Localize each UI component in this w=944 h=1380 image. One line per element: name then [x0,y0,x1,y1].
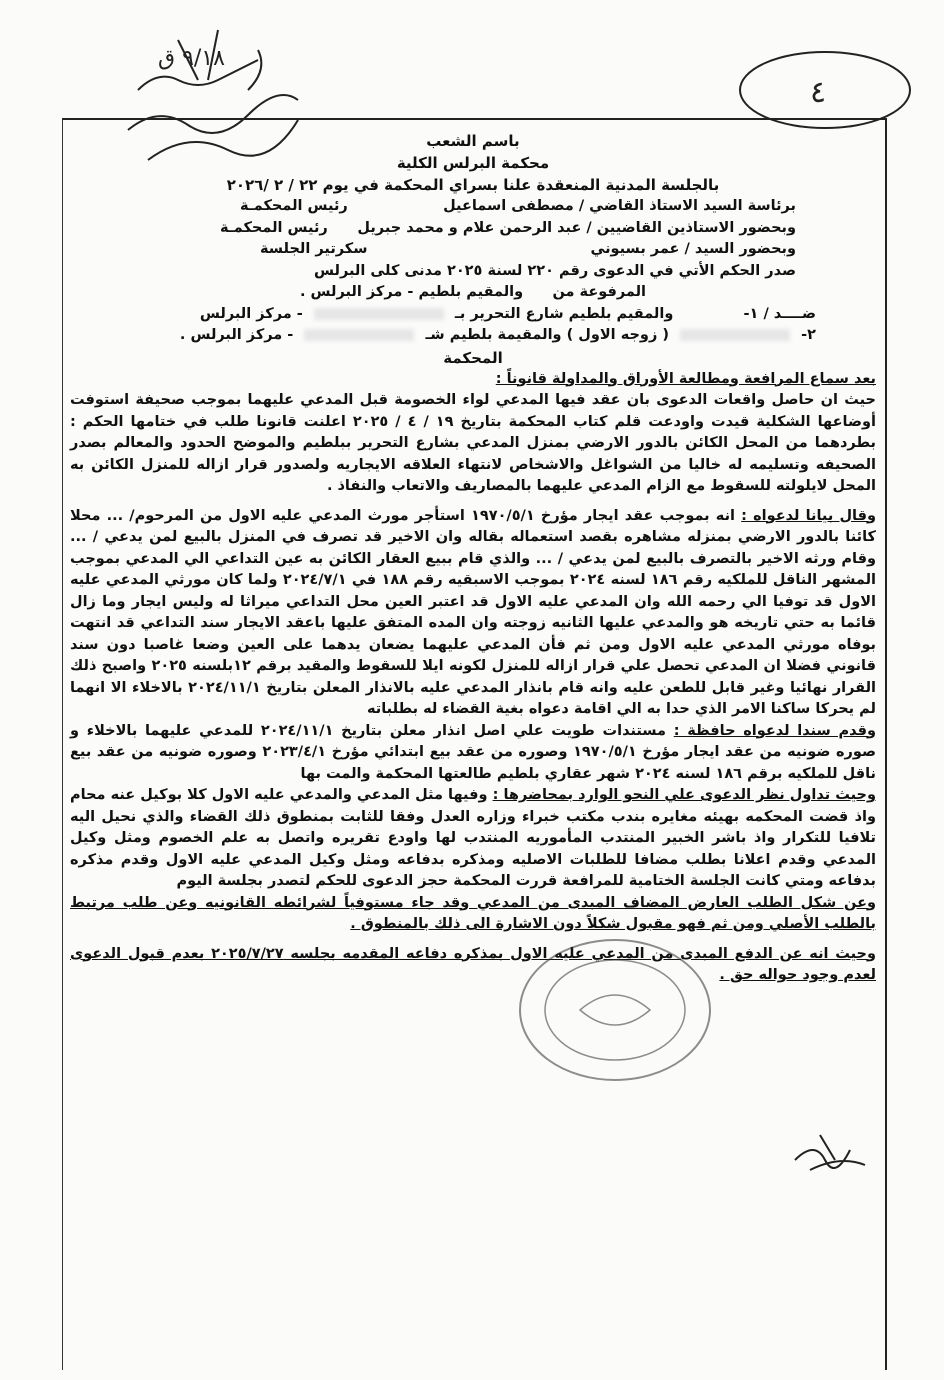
redacted-text [680,329,790,341]
session-line: بالجلسة المدنية المنعقدة علنا بسراي المحكمة في يوم ٢٢ / ٢ /٢٠٢٦ [226,176,720,194]
margin-note-top-right: ٤ [810,75,827,110]
presiding-role: رئيس المحكمـة [240,198,348,214]
claim-text: انه بموجب عقد ايجار مؤرخ ١٩٧٠/٥/١ استأجر مورث المدعي عليه الاول من المرحوم/ ... محلا كائنا بالدور الارضي بمنزله مشاهره بقصد استعماله بقاله وان الاخير قد تصرف في المنزل بالبيع لمن يدعي / ... وقام ورثه الاخير بالتصرف بالبيع لمن يدعي / ... والذي قام ببيع العقار الكائن به عين التداعي الي المدعي بموجب المشهر الناقل للملكيه رقم ١٨٦ لسنه ٢٠٢٤ بموجب الاسبقيه رقم ١٨٨ في ٢٠٢٤/٧/١ ولما كان مورثي المدعي عليه الاول قد توفيا الي رحمه الله وان المدعي عليه الاول قد اعتبر العين محل التداعي ميراثا له وليس ايجار وما زال قائما به حتي تاريخه هو والمدعي عليها الثانيه زوجته وان المده المتفق عليها باعقد الايجار سند التداعي قد انتهت بوفاه مورثي المدعي عليه الاول ومن ثم فأن المدعي عليهما يضعان يدهما على العين وضعا غاصبا دون سند قانوني فضلا ان المدعي تحصل علي قرار ازاله للمنزل لكونه ايلا للسقوط والمقيد برقم ١٢بلسنه ٢٠٢٥ واصبح ذلك القرار نهائيا وغير قابل للطعن عليه وانه قام بانذار المدعي عليه بالانذار المعلن بتاريخ ٢٠٢٤/١١/١ بالاخلاء الا انهما لم يحركا ساكنا الامر الذي حدا به الي اقامة دعواه بغية القضاء له بطلباته [70,507,877,717]
case-line: صدر الحكم الأتي في الدعوى رقم ٢٢٠ لسنة ٢٠٢٥ مدنى كلى البرلس [314,262,796,279]
defendant-1-label: ضــــد / ١- [743,305,816,322]
defendant-2-row [70,325,876,347]
defendant-1-address: والمقيم بلطيم شارع التحرير بـ [454,305,674,322]
evidence-text: مستندات طويت علي اصل انذار معلن بتاريخ ٢٠٢٤/١١/١ للمدعي عليهما بالاخلاء و صوره ضونيه من عقد ايجار مؤرخ ١٩٧٠/٥/١ وصوره من عقد بيع ابتدائي مؤرخ ٢٠٢٣/٤/١ وصوره ضونيه من عقد بيع ناقل للملكيه برقم ١٨٦ لسنه ٢٠٢٤ شهر عقاري بلطيم طالعتها المحكمة والمت بها [70,722,877,782]
judges-role: رئيس المحكمـة [220,219,328,236]
defendant-2-label: ٢- [801,327,816,343]
clerk-role: سكرتير الجلسة [260,241,368,257]
redacted-text [314,308,444,320]
judgment-text [70,130,876,987]
paragraph-defense: وحيث انه عن الدفع المبدى من المدعي عليه الاول بمذكره دفاعه المقدمه بجلسه ٢٠٢٥/٧/٢٧ بعدم قبول الدعوى لعدم وجود حواله حق . [70,945,877,983]
heading-name-of-people: باسم الشعب [426,132,520,150]
defendant-2-end: - مركز البرلس . [179,327,294,343]
presiding-row [70,196,876,218]
signature [790,1120,870,1180]
paragraph-proceedings [70,785,876,893]
paragraph-claim [70,506,876,721]
evidence-heading: وقدم سندا لدعواه حافظة : [673,722,876,739]
paragraph-form: وعن شكل الطلب العارض المضاف المبدى من المدعي وقد جاء مستوفياً لشرائطه القانونيه وعن طلب مرتبط بالطلب الأصلي ومن ثم فهو مقبول شكلاً دون الاشارة الى ذلك بالمنطوق . [70,894,876,932]
filed-by-label: المرفوعة من [552,284,646,300]
paragraph-facts [70,369,876,498]
judges-row [70,218,876,240]
clerk-row [70,239,876,261]
defendant-2-address: ( زوجه الاول ) والمقيمة بلطيم شـ [425,327,669,343]
court-seal-stamp [510,930,720,1090]
defendant-1-end: - مركز البرلس [199,305,303,322]
redacted-text [304,329,414,341]
plaintiff-row [70,282,876,304]
proceedings-text: وفيها مثل المدعي والمدعي عليه الاول كلا بوكيل عنه محام واذ قضت المحكمه بهيئه مغايره بندب مكتب خبراء وزاره العدل وفقا للثابت بمنطوق ذلك القضاء والذي نحيل اليه تلافيا للتكرار واذ باشر الخبير المنتدب المأموريه المنتدب لها واودع تقريره واتصل به علم الخصوم ومثل وكيل المدعي وقدم اعلانا بطلب مضافا للطلبات الاصليه ومذكره بدفاعه ومثل وكيل المدعي عليه الاول وقدم مذكره بدفاعه ومتي كانت الجلسة الختامية للمرافعة قررت المحكمة حجز الدعوى للحكم لتصدر بجلسة اليوم [70,787,876,889]
facts-heading: بعد سماع المرافعة ومطالعة الأوراق والمداولة قانوناً : [495,370,876,387]
proceedings-heading: وحيث تداول نظر الدعوى علي النحو الوارد بمحاضرها : [492,787,876,803]
plaintiff-address: والمقيم بلطيم - مركز البرلس . [300,284,524,300]
judges-names: وبحضور الاستاذين القاضيين / عبد الرحمن علام و محمد جبريل [357,219,796,236]
paragraph-evidence [70,721,876,786]
court-section-title: المحكمة [443,348,503,367]
claim-heading: وقال بيانا لدعواه : [741,507,876,524]
facts-text: حيث ان حاصل واقعات الدعوى بان عقد فيها المدعي لواء الخصومة قبل المدعي عليهما بموجب صحيفة استوفت أوضاعها الشكلية قيدت واودعت قلم كتاب المحكمة بتاريخ ١٩ / ٤ / ٢٠٢٥ اعلنت قانونا طلب في ختامها الحكم : بطردهما من المحل الكائن بالدور الارضي بمنزل المدعي بشارع التحرير ببلطيم والموضح الحدود والمعالم بصدر الصحيفه وتسليمه له خاليا من الشواغل والاشخاص لانتهاء العلاقه الايجاريه ولصدور قرار ازاله للمنزل الكائن به المحل لايلولته للسقوط مع الزام المدعي عليهما بالمصاريف والاتعاب والنفاذ . [70,392,876,494]
defendant-1-row [70,304,876,326]
margin-note-top-left: ٩/١٨ ق [158,46,225,71]
clerk-name: وبحضور السيد / عمر بسيوني [590,241,796,257]
heading-court: محكمة البرلس الكلية [396,154,550,172]
presiding-judge: برئاسة السيد الاستاذ القاضي / مصطفى اسماعيل [443,198,796,214]
